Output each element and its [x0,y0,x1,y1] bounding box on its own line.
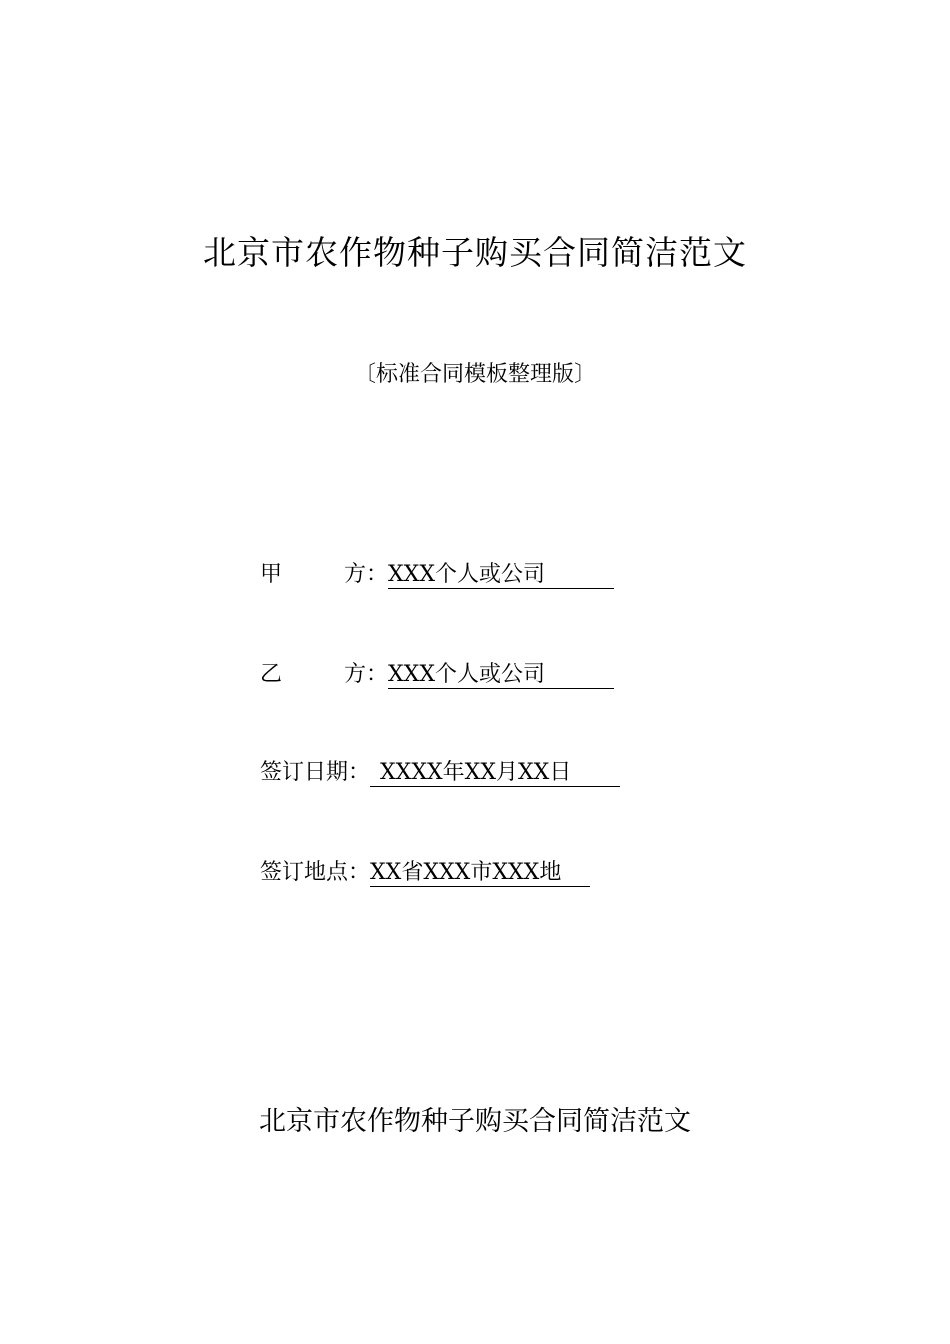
party-a-label-suffix: 方： [343,562,388,587]
party-b-value: XXX个人或公司 [388,662,614,689]
party-b-label-suffix: 方： [343,662,388,687]
party-a-label-char: 甲 [260,562,283,587]
party-a-value: XXX个人或公司 [388,562,614,589]
signing-place-row [260,856,590,890]
party-a-row [260,558,614,592]
signing-date-value: XXXX年XX月XX日 [370,760,620,787]
party-b-row [260,658,614,692]
signing-date-label: 签订日期： [260,760,371,785]
signing-place-label: 签订地点： [260,860,371,885]
signing-date-row [260,756,620,790]
party-a-label [260,558,388,592]
party-b-label-char: 乙 [260,662,283,687]
document-title: 北京市农作物种子购买合同简洁范文 [203,233,747,272]
signing-place-value: XX省XXX市XXX地 [370,860,590,887]
document-subtitle: 〔标准合同模板整理版〕 [353,362,596,387]
party-b-label [260,658,388,692]
footer-title: 北京市农作物种子购买合同简洁范文 [259,1106,691,1137]
